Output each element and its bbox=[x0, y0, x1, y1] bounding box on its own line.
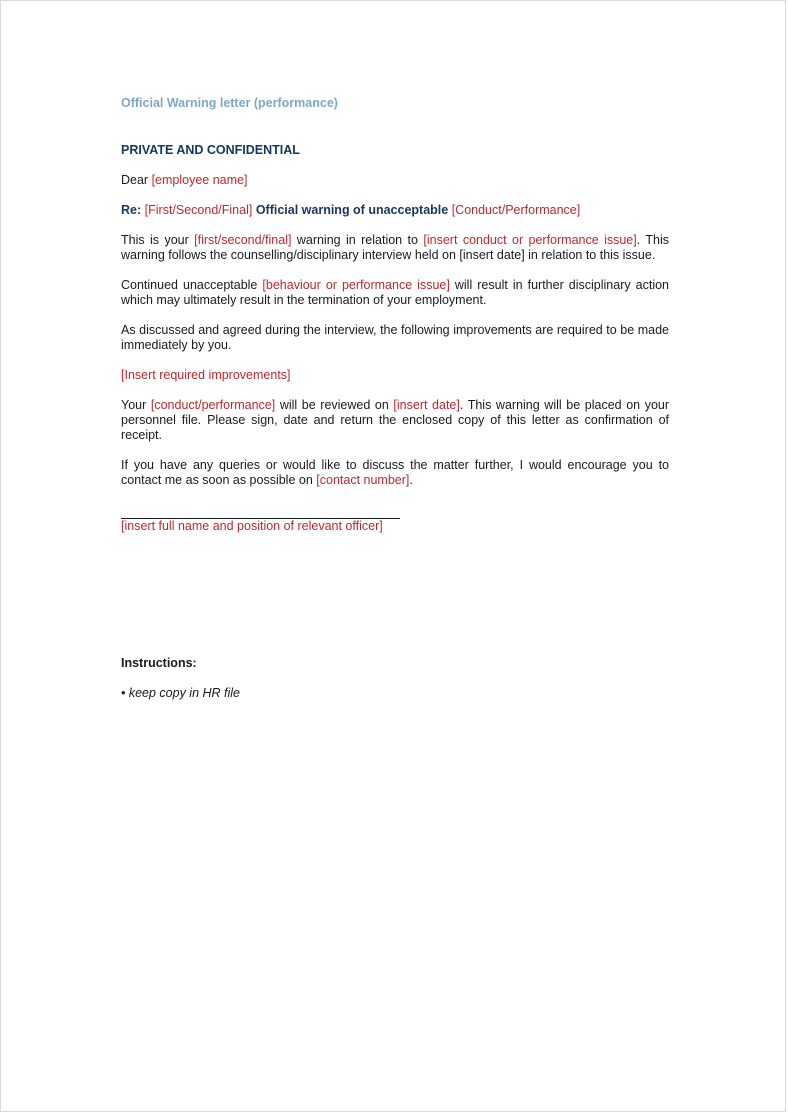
letter-body bbox=[121, 96, 669, 701]
paragraph-review bbox=[121, 398, 669, 443]
p2-text-a: Continued unacceptable bbox=[121, 278, 263, 292]
employee-name-placeholder: [employee name] bbox=[151, 173, 248, 187]
p5-text-c: . This warning will be placed on your personnel file. Please sign, date and return the enclosed copy of this letter as confirmation of receipt. bbox=[121, 398, 670, 442]
salutation bbox=[121, 173, 669, 188]
paragraph-improvements: As discussed and agreed during the interview, the following improvements are required to be made immediately by you. bbox=[121, 323, 669, 352]
salutation-prefix: Dear bbox=[121, 173, 152, 187]
p2-issue-placeholder: [behaviour or performance issue] bbox=[262, 278, 450, 292]
re-label: Re: bbox=[121, 203, 142, 217]
paragraph-contact bbox=[121, 458, 669, 488]
officer-name-placeholder: [insert full name and position of relevant officer] bbox=[121, 519, 383, 533]
subject-text: Official warning of unacceptable bbox=[255, 203, 449, 217]
contact-number-placeholder: [contact number] bbox=[316, 473, 410, 487]
p1-text-a: This is your bbox=[121, 233, 195, 247]
p6-text-a: If you have any queries or would like to discuss the matter further, I would encourage you to contact me as soon as possible on bbox=[121, 458, 669, 487]
p5-type-placeholder: [conduct/performance] bbox=[150, 398, 276, 412]
p1-text-c: . This warning follows the counselling/disciplinary interview held on [insert date] in relation to this issue. bbox=[121, 233, 669, 262]
document-title: Official Warning letter (performance) bbox=[121, 96, 338, 110]
improvements-placeholder: [Insert required improvements] bbox=[121, 368, 291, 382]
p5-date-placeholder: [insert date] bbox=[393, 398, 460, 412]
paragraph-warning bbox=[121, 233, 669, 263]
warning-level-placeholder: [First/Second/Final] bbox=[144, 203, 253, 217]
confidential-heading: PRIVATE AND CONFIDENTIAL bbox=[121, 143, 300, 157]
subject-line bbox=[121, 203, 669, 218]
p2-text-b: will result in further disciplinary action which may ultimately result in the termination of your employment. bbox=[121, 278, 669, 307]
instructions-heading: Instructions: bbox=[121, 656, 197, 670]
signature-line bbox=[121, 503, 400, 519]
p5-text-b: will be reviewed on bbox=[275, 398, 394, 412]
p5-text-a: Your bbox=[121, 398, 151, 412]
p1-issue-placeholder: [insert conduct or performance issue] bbox=[423, 233, 637, 247]
warning-type-placeholder: [Conduct/Performance] bbox=[451, 203, 581, 217]
p1-level-placeholder: [first/second/final] bbox=[194, 233, 292, 247]
instruction-item: • keep copy in HR file bbox=[121, 686, 241, 700]
paragraph-consequences bbox=[121, 278, 669, 308]
p6-text-b: . bbox=[409, 473, 413, 487]
p1-text-b: warning in relation to bbox=[291, 233, 424, 247]
